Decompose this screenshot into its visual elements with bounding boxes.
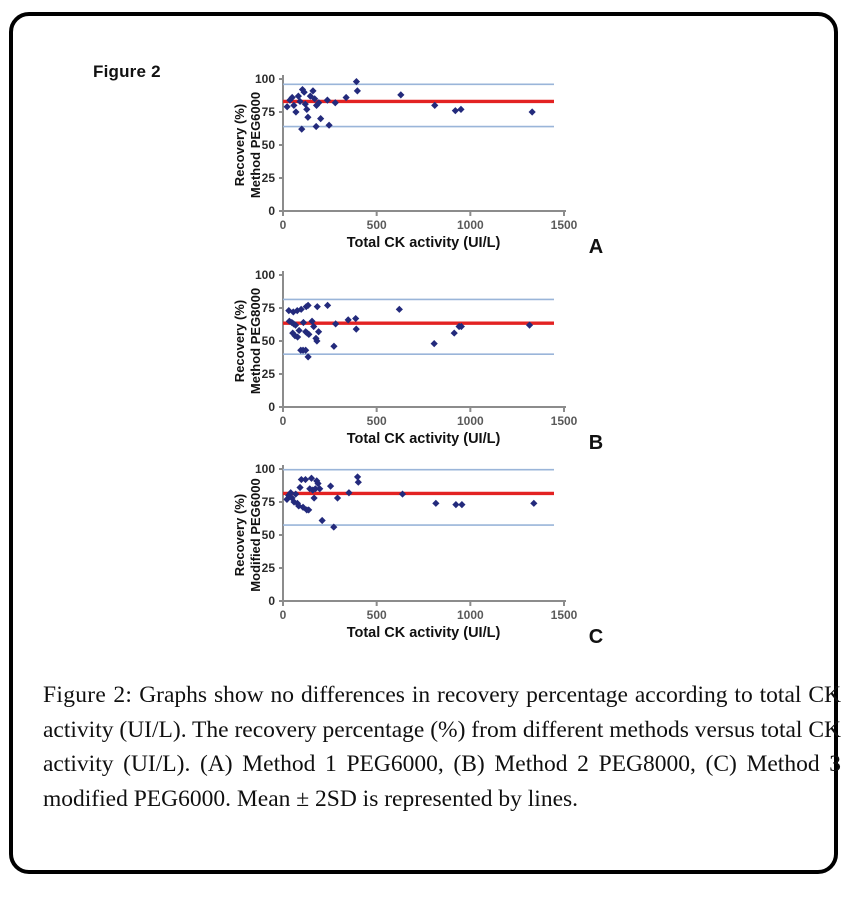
data-point xyxy=(396,306,403,313)
data-point xyxy=(432,500,439,507)
data-point xyxy=(530,500,537,507)
data-point xyxy=(317,115,324,122)
data-point xyxy=(314,303,321,310)
data-point xyxy=(529,108,536,115)
figure-card xyxy=(9,12,841,874)
data-point xyxy=(304,114,311,121)
data-point xyxy=(355,479,362,486)
data-point xyxy=(354,87,361,94)
data-point xyxy=(330,343,337,350)
y-tick-label: 75 xyxy=(261,301,275,315)
figure-caption xyxy=(43,678,841,816)
panel-letter: A xyxy=(588,236,604,258)
data-point xyxy=(315,328,322,335)
data-point xyxy=(431,340,438,347)
y-axis-label-line2: Method PEG6000 xyxy=(248,91,263,199)
y-axis-label-line1: Recovery (%) xyxy=(232,493,247,577)
x-tick-label: 1000 xyxy=(456,218,484,232)
data-point xyxy=(451,329,458,336)
y-axis-label-line2: Modified PEG6000 xyxy=(248,478,263,592)
x-axis-label: Total CK activity (UI/L) xyxy=(346,235,501,251)
data-point xyxy=(327,483,334,490)
data-points xyxy=(283,473,537,530)
y-tick-label: 50 xyxy=(261,138,275,152)
x-axis-label: Total CK activity (UI/L) xyxy=(346,431,501,447)
figure-label: Figure 2 xyxy=(93,62,161,81)
data-point xyxy=(313,123,320,130)
scatter-chart-c xyxy=(218,451,658,651)
data-point xyxy=(352,315,359,322)
x-tick-label: 500 xyxy=(366,414,387,428)
y-tick-label: 0 xyxy=(268,400,275,414)
caption-text: Graphs show no differences in recovery percentage according to total CK activity (UI/L). The recovery percentage (%) from different methods versus total CK activity (UI/L). (A) Method 1 PEG6000, (B) Method 2 PEG8000, (C) Method 3 modified PEG6000. Mean ± 2SD is represented by lines. xyxy=(43,682,841,812)
panel-letter: C xyxy=(588,626,604,648)
data-point xyxy=(319,517,326,524)
data-point xyxy=(303,106,310,113)
data-point xyxy=(300,319,307,326)
data-point xyxy=(292,108,299,115)
x-tick-label: 1000 xyxy=(456,608,484,622)
y-tick-label: 25 xyxy=(261,561,275,575)
y-axis-label-line1: Recovery (%) xyxy=(232,103,247,187)
x-tick-label: 1500 xyxy=(550,608,578,622)
data-point xyxy=(397,91,404,98)
data-point xyxy=(458,501,465,508)
data-point xyxy=(302,476,309,483)
data-points xyxy=(285,302,533,361)
data-point xyxy=(353,326,360,333)
scatter-chart-b xyxy=(218,257,658,457)
y-tick-label: 75 xyxy=(261,105,275,119)
data-point xyxy=(296,327,303,334)
y-tick-label: 50 xyxy=(261,334,275,348)
y-tick-label: 0 xyxy=(268,594,275,608)
y-tick-label: 100 xyxy=(254,268,275,282)
data-point xyxy=(296,484,303,491)
y-tick-label: 25 xyxy=(261,171,275,185)
y-axis-label-line2: Method PEG8000 xyxy=(248,287,263,395)
y-tick-label: 75 xyxy=(261,495,275,509)
x-tick-label: 0 xyxy=(279,218,287,232)
data-point xyxy=(324,302,331,309)
x-tick-label: 0 xyxy=(279,414,287,428)
y-tick-label: 25 xyxy=(261,367,275,381)
data-point xyxy=(452,107,459,114)
x-tick-label: 1500 xyxy=(550,218,578,232)
scatter-chart-a xyxy=(218,61,658,261)
panel-letter: B xyxy=(588,432,604,454)
x-tick-label: 0 xyxy=(279,608,287,622)
data-points xyxy=(284,78,536,133)
y-tick-label: 50 xyxy=(261,528,275,542)
x-tick-label: 500 xyxy=(366,218,387,232)
data-point xyxy=(345,489,352,496)
data-point xyxy=(399,490,406,497)
data-point xyxy=(334,494,341,501)
x-tick-label: 500 xyxy=(366,608,387,622)
data-point xyxy=(310,494,317,501)
x-tick-label: 1000 xyxy=(456,414,484,428)
x-axis-label: Total CK activity (UI/L) xyxy=(346,625,501,641)
y-axis-label-line1: Recovery (%) xyxy=(232,299,247,383)
y-tick-label: 100 xyxy=(254,72,275,86)
data-point xyxy=(457,106,464,113)
y-tick-label: 100 xyxy=(254,462,275,476)
x-tick-label: 1500 xyxy=(550,414,578,428)
data-point xyxy=(332,320,339,327)
data-point xyxy=(284,103,291,110)
data-point xyxy=(325,122,332,129)
y-tick-label: 0 xyxy=(268,204,275,218)
caption-label: Figure 2: xyxy=(43,682,133,708)
